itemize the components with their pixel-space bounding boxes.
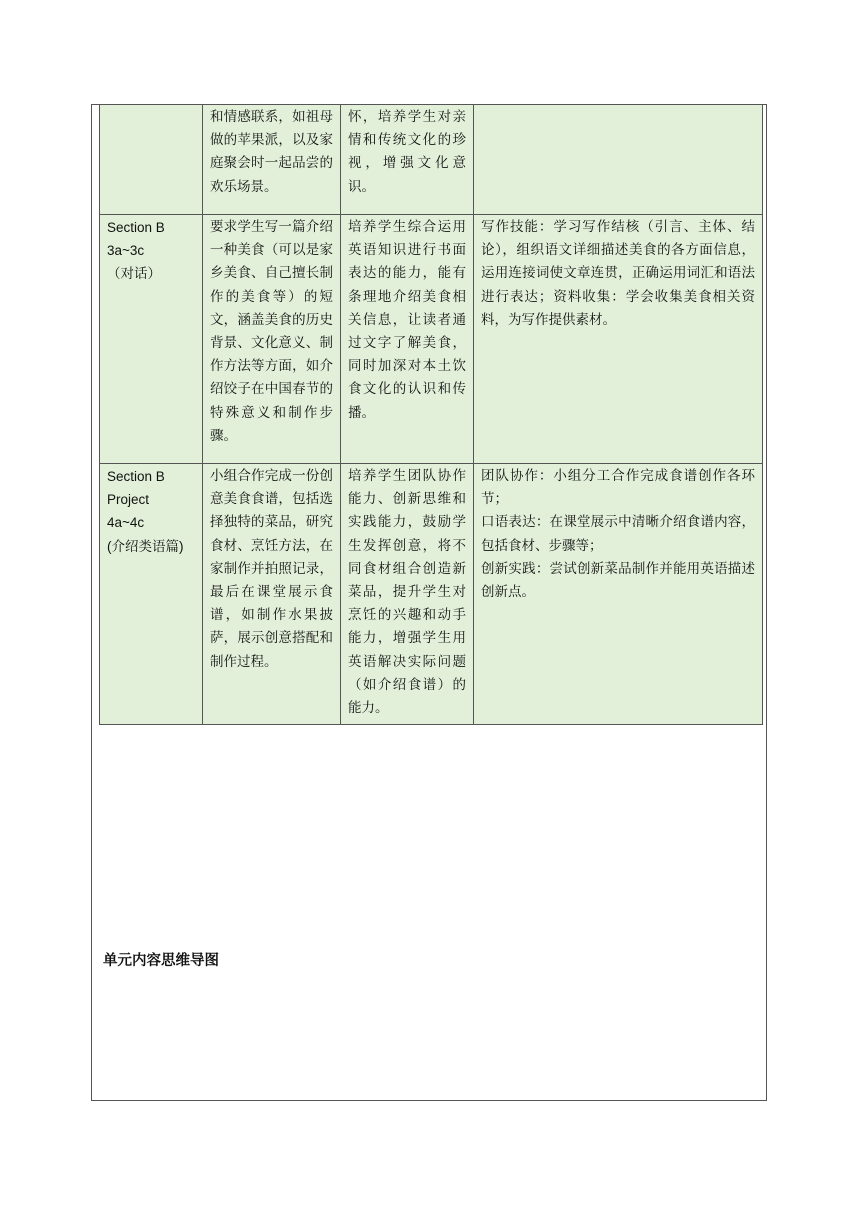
skill-item: 创新实践：尝试创新菜品制作并能用英语描述创新点。: [481, 560, 755, 601]
section-cell: [100, 215, 203, 464]
section-cell: [100, 464, 203, 725]
goal-cell: 培养学生团队协作能力、创新思维和实践能力，鼓励学生发挥创意，将不同食材组合创造新菜品，提升学生对烹饪的兴趣和动手能力，增强学生用英语解决实际问题（如介绍食谱）的能力。: [341, 464, 474, 725]
content-cell: 和情感联系，如祖母做的苹果派，以及家庭聚会时一起品尝的欢乐场景。: [203, 105, 341, 215]
goal-cell: 培养学生综合运用英语知识进行书面表达的能力，能有条理地介绍美食相关信息，让读者通过文字了解美食，同时加深对本土饮食文化的认识和传播。: [341, 215, 474, 464]
section-line: Project: [107, 492, 150, 508]
lesson-plan-table: [99, 104, 763, 725]
section-line: Section B: [107, 469, 165, 484]
skills-cell: [474, 464, 763, 725]
section-line: Section B: [107, 220, 165, 235]
goal-cell: 怀，培养学生对亲情和传统文化的珍视，增强文化意识。: [341, 105, 474, 215]
skill-item: 团队协作：小组分工合作完成食谱创作各环节；: [481, 468, 755, 508]
skills-cell: [474, 215, 763, 464]
table-row: [100, 464, 763, 725]
section-line: 3a~3c: [107, 243, 145, 259]
content-cell: 小组合作完成一份创意美食食谱，包括选择独特的菜品，研究食材、烹饪方法，在家制作并拍照记录，最后在课堂展示食谱，如制作水果披萨，展示创意搭配和制作过程。: [203, 464, 341, 725]
table-row: [100, 105, 763, 215]
section-line: (介绍类语篇): [107, 538, 184, 554]
mindmap-title: 单元内容思维导图: [103, 953, 219, 969]
skill-item: 写作技能：学习写作结核（引言、主体、结论），组织语文详细描述美食的各方面信息，运用连接词使文章连贯，正确运用词汇和语法进行表达；资料收集：学会收集美食相关资料，为写作提供素材。: [481, 219, 755, 328]
content-cell: 要求学生写一篇介绍一种美食（可以是家乡美食、自己擅长制作的美食等）的短文，涵盖美食的历史背景、文化意义、制作方法等方面，如介绍饺子在中国春节的特殊意义和制作步骤。: [203, 215, 341, 464]
table-row: [100, 215, 763, 464]
section-line: 4a~4c: [107, 515, 145, 531]
skills-cell: [474, 105, 763, 215]
section-line: （对话）: [107, 266, 161, 282]
skill-item: 口语表达：在课堂展示中清晰介绍食谱内容，包括食材、步骤等；: [481, 514, 755, 554]
section-cell: [100, 105, 203, 215]
